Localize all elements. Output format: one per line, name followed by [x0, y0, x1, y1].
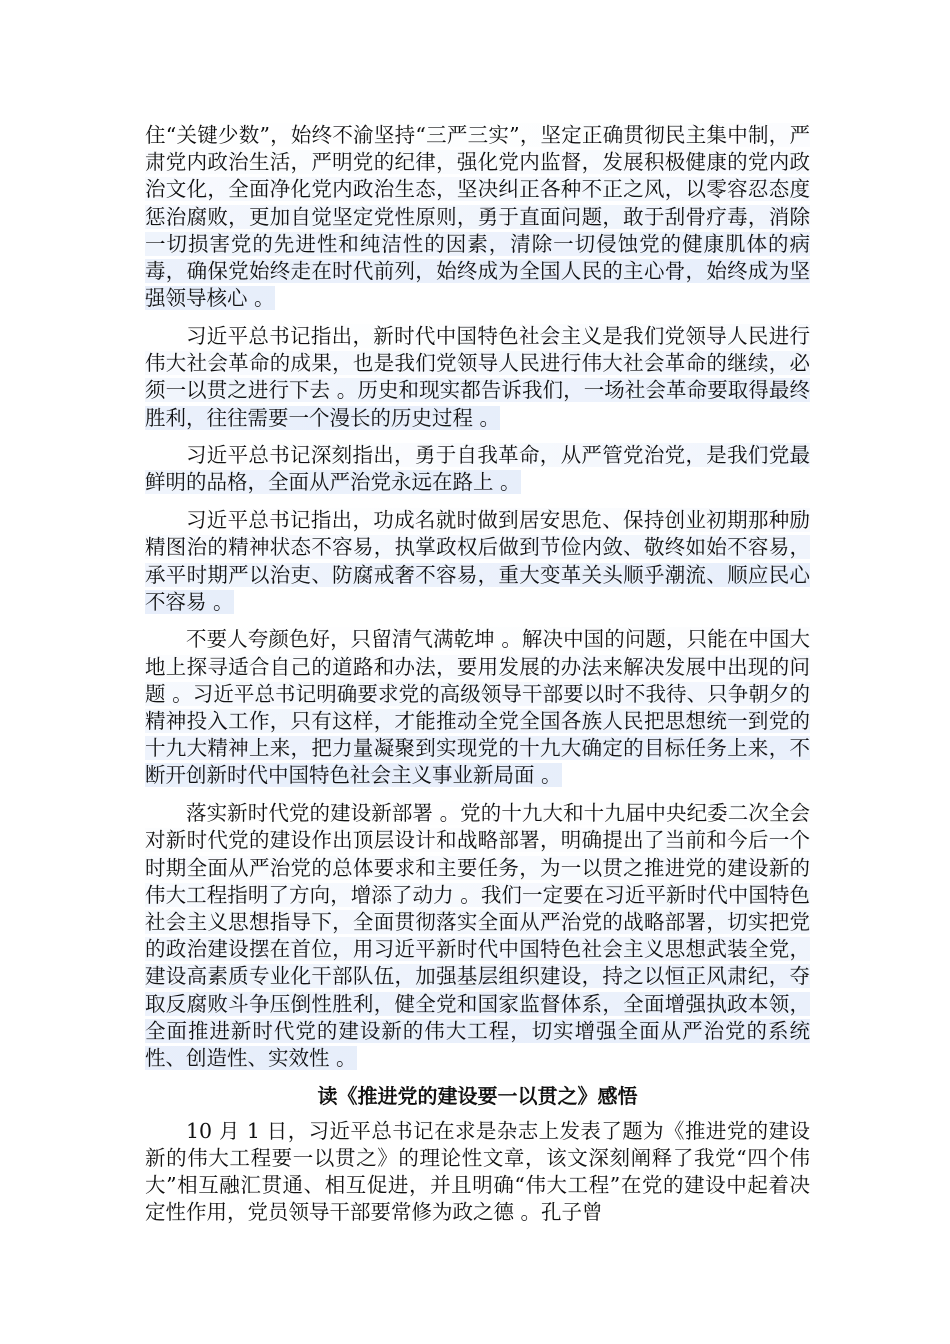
paragraph-2 [145, 323, 810, 432]
paragraph-4 [145, 507, 810, 616]
paragraph-5-text: 不要人夸颜色好，只留清气满乾坤 。解决中国的问题，只能在中国大地上探寻适合自己的道路和办法，要用发展的办法来解决发展中出现的问题 。习近平总书记明确要求党的高级领导干部要以时不我待、只争朝夕的精神投入工作，只有这样，才能推动全党全国各族人民把思想统一到党的十九大精神上来，把力量凝聚到实现党的十九大确定的目标任务上来，不断开创新时代中国特色社会主义事业新局面 。 [145, 627, 810, 788]
paragraph-3 [145, 442, 810, 496]
paragraph-6-text: 落实新时代党的建设新部署 。党的十九大和十九届中央纪委二次全会对新时代党的建设作出顶层设计和战略部署，明确提出了当前和今后一个时期全面从严治党的总体要求和主要任务，为一以贯之推进党的建设新的伟大工程指明了方向，增添了动力 。我们一定要在习近平新时代中国特色社会主义思想指导下，全面贯彻落实全面从严治党的战略部署，切实把党的政治建设摆在首位，用习近平新时代中国特色社会主义思想武装全党，建设高素质专业化干部队伍，加强基层组织建设，持之以恒正风肃纪，夺取反腐败斗争压倒性胜利，健全党和国家监督体系，全面增强执政本领，全面推进新时代党的建设新的伟大工程，切实增强全面从严治党的系统性、创造性、实效性 。 [145, 801, 810, 1070]
paragraph-6 [145, 800, 810, 1072]
paragraph-4-text: 习近平总书记指出，功成名就时做到居安思危、保持创业初期那种励精图治的精神状态不容易，执掌政权后做到节俭内敛、敬终如始不容易，承平时期严以治吏、防腐戒奢不容易，重大变革关头顺乎潮流、顺应民心不容易 。 [145, 508, 810, 614]
paragraph-1-text: 住“关键少数”，始终不渝坚持“三严三实”，坚定正确贯彻民主集中制，严肃党内政治生活，严明党的纪律，强化党内监督，发展积极健康的党内政治文化，全面净化党内政治生态，坚决纠正各种不正之风，以零容忍态度惩治腐败，更加自觉坚定党性原则，勇于直面问题，敢于刮骨疗毒，消除一切损害党的先进性和纯洁性的因素，清除一切侵蚀党的健康肌体的病毒，确保党始终走在时代前列，始终成为全国人民的主心骨，始终成为坚强领导核心 。 [145, 123, 810, 311]
paragraph-7 [145, 1118, 810, 1227]
document-page [145, 122, 810, 1237]
paragraph-1 [145, 122, 810, 312]
section-heading: 读《推进党的建设要一以贯之》感悟 [317, 1083, 638, 1108]
paragraph-2-text: 习近平总书记指出，新时代中国特色社会主义是我们党领导人民进行伟大社会革命的成果，也是我们党领导人民进行伟大社会革命的继续，必须一以贯之进行下去 。历史和现实都告诉我们，一场社会革命要取得最终胜利，往往需要一个漫长的历史过程 。 [145, 323, 810, 430]
paragraph-7-text: 10 月 1 日，习近平总书记在求是杂志上发表了题为《推进党的建设新的伟大工程要一以贯之》的理论性文章，该文深刻阐释了我党“四个伟大”相互融汇贯通、相互促进，并且明确“伟大工程”在党的建设中起着决定性作用，党员领导干部要常修为政之德 。孔子曾 [145, 1118, 810, 1225]
paragraph-3-text: 习近平总书记深刻指出，勇于自我革命，从严管党治党，是我们党最鲜明的品格，全面从严治党永远在路上 。 [145, 443, 810, 495]
paragraph-5 [145, 626, 810, 789]
